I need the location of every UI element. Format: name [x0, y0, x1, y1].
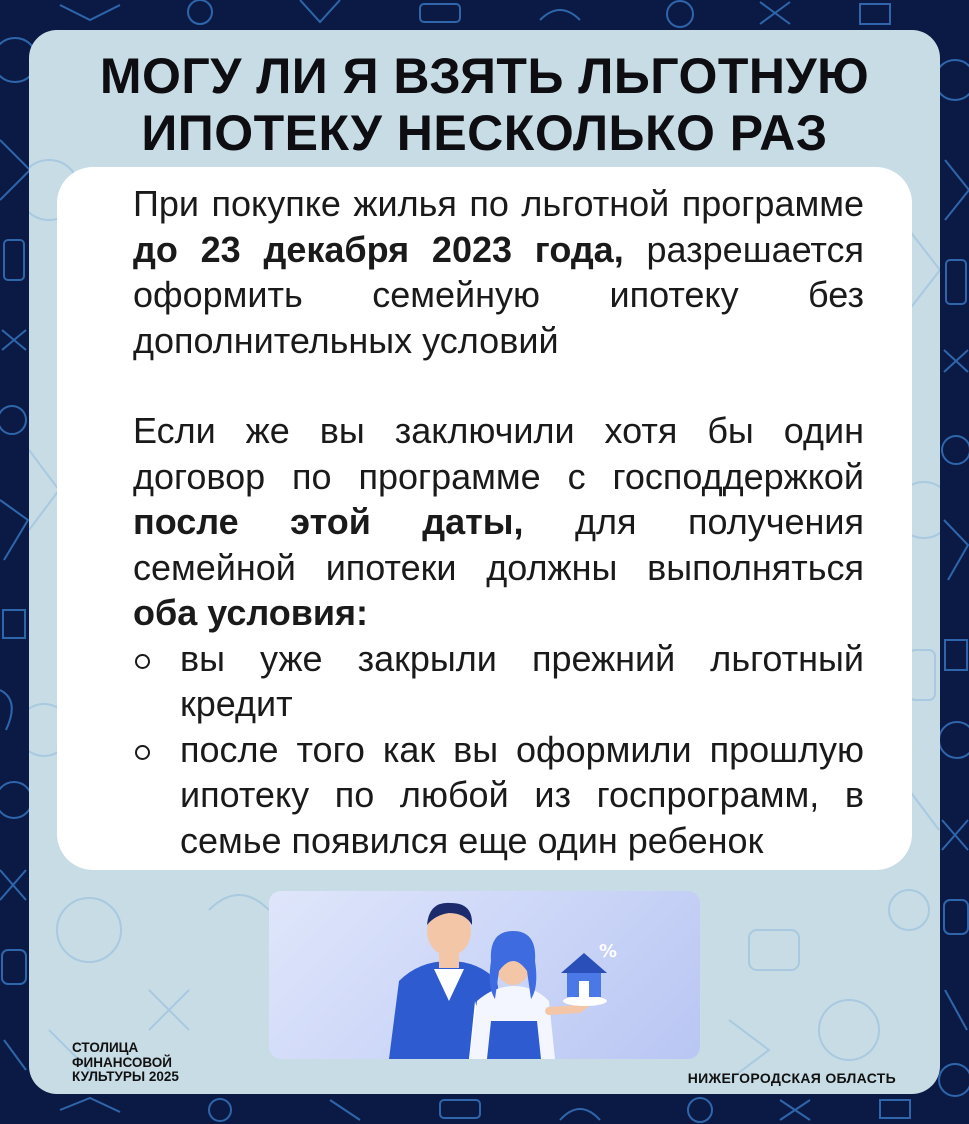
paragraph-1-start: При покупке жилья по льготной программе — [133, 183, 864, 224]
paragraph-2-end: для получения семейной ипотеки должны выполняться — [133, 501, 864, 588]
paragraph-2-start: Если же вы заключили хотя бы один договор по программе с господдержкой — [133, 410, 864, 497]
page-title — [29, 48, 940, 162]
paragraph-2-bold: после этой даты, — [133, 501, 524, 542]
logo-line-2: ФИНАНСОВОЙ — [72, 1054, 173, 1070]
paragraph-2 — [133, 408, 864, 636]
bullet-circle-icon — [135, 745, 150, 760]
family-illustration — [269, 891, 700, 1059]
paragraph-1-bold: до 23 декабря 2023 года, — [133, 228, 624, 270]
logo-line-1: СТОЛИЦА — [72, 1040, 139, 1055]
paragraph-1 — [133, 181, 864, 363]
list-item — [133, 636, 864, 727]
title-line-2: ИПОТЕКУ НЕСКОЛЬКО РАЗ — [141, 105, 828, 161]
paragraph-2-bold-2: оба условия: — [133, 592, 369, 633]
svg-text:%: % — [599, 941, 618, 962]
bullet-circle-icon — [135, 654, 150, 669]
region-label: НИЖЕГОРОДСКАЯ ОБЛАСТЬ — [687, 1070, 896, 1086]
list-item-text: вы уже закрыли прежний льготный кредит — [180, 637, 864, 724]
list-item — [133, 727, 864, 864]
content-card — [29, 30, 940, 1094]
conditions-list — [133, 636, 864, 864]
capital-financial-culture-logo — [72, 1041, 179, 1085]
list-item-text: после того как вы оформили прошлую ипотеку по любой из госпрограмм, в семье появился еще один ребенок — [180, 728, 864, 861]
family-house-illustration-icon — [269, 891, 700, 1059]
info-text-box — [57, 167, 912, 870]
logo-line-3: КУЛЬТУРЫ 2025 — [72, 1069, 179, 1084]
paragraph-1-end: разрешается оформить семейную ипотеку без дополнительных условий — [133, 228, 865, 361]
title-line-1: МОГУ ЛИ Я ВЗЯТЬ ЛЬГОТНУЮ — [99, 48, 870, 104]
